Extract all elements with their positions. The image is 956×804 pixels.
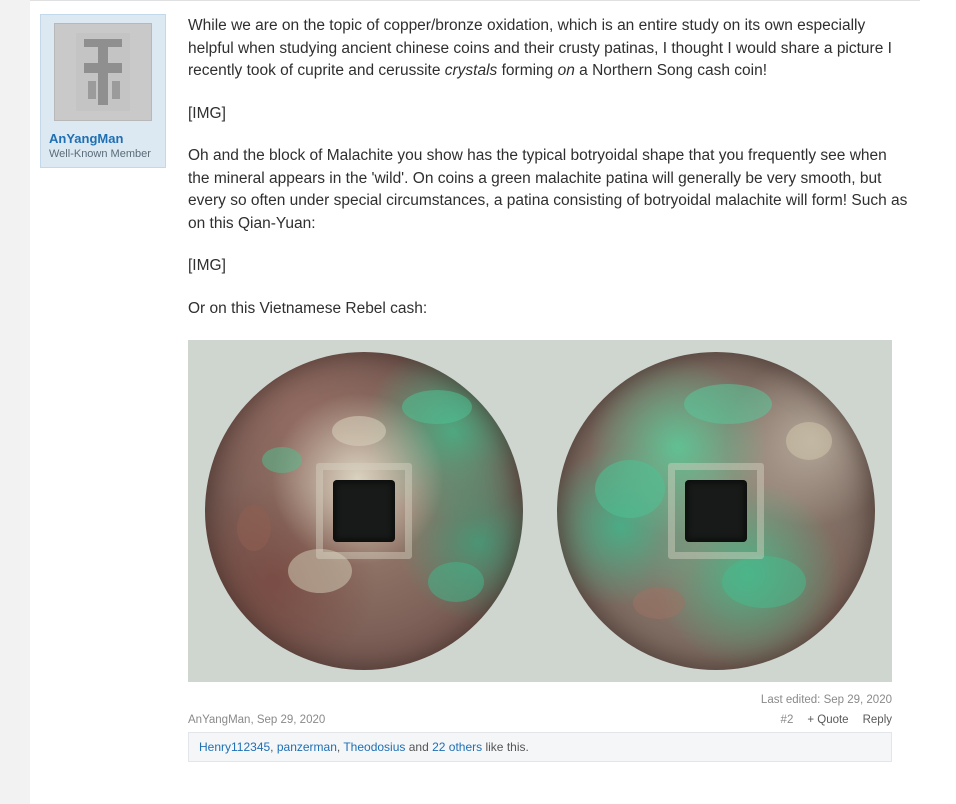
- reply-button[interactable]: Reply: [862, 714, 892, 726]
- post-paragraph-3: Or on this Vietnamese Rebel cash:: [188, 299, 428, 317]
- post-paragraph-1: [188, 15, 908, 83]
- coin-photo-reverse: [540, 340, 892, 682]
- coin-obverse: [205, 352, 523, 670]
- coin-reverse: [557, 352, 875, 670]
- post-container: [30, 1, 920, 762]
- like-suffix-text: like this.: [482, 740, 529, 754]
- coin-reverse-hole: [685, 480, 747, 542]
- image-placeholder-2: [IMG]: [188, 257, 226, 274]
- post-author-title: Well-Known Member: [49, 148, 151, 160]
- post-author-username[interactable]: AnYangMan: [49, 131, 124, 146]
- post-user-info: [40, 14, 166, 168]
- like-separator-1: ,: [270, 740, 277, 754]
- chinese-coin-rubbing-avatar-icon: [76, 33, 130, 111]
- post-message: [166, 1, 920, 762]
- post-number[interactable]: #2: [780, 714, 794, 726]
- page-left-gutter: [0, 0, 30, 804]
- paragraph-1-emphasis-on: on: [557, 62, 575, 79]
- paragraph-1-part-b: forming: [497, 62, 558, 79]
- post-byline: AnYangMan, Sep 29, 2020: [188, 714, 326, 726]
- post-paragraph-2: Oh and the block of Malachite you show has the typical botryoidal shape that you frequently see when the mineral appears in the 'wild'. On coins a green malachite patina will generally be very smooth, but every so often under special circumstances, a patina consisting of botryoidal malachite will form! Such as on this Qian-Yuan:: [188, 147, 908, 232]
- like-user-1[interactable]: Henry112345: [199, 740, 271, 754]
- image-placeholder-1: [IMG]: [188, 104, 226, 122]
- likes-bar: [188, 732, 892, 762]
- like-others-link[interactable]: 22 others: [432, 740, 483, 754]
- avatar[interactable]: [54, 23, 152, 121]
- like-user-2[interactable]: panzerman: [276, 740, 337, 754]
- like-user-3[interactable]: Theodosius: [343, 740, 406, 754]
- like-separator-2: ,: [336, 740, 344, 754]
- like-and-text: and: [405, 740, 433, 754]
- coin-photo[interactable]: [188, 340, 892, 682]
- paragraph-1-emphasis-crystals: crystals: [444, 62, 498, 79]
- coin-photo-obverse: [188, 340, 540, 682]
- last-edited-text: Last edited: Sep 29, 2020: [760, 694, 892, 706]
- paragraph-1-part-c: a Northern Song cash coin!: [574, 62, 767, 79]
- paragraph-1-part-a: While we are on the topic of copper/bronze oxidation, which is an entire study on its own especially helpful when studying ancient chinese coins and their crusty patinas, I thought I would share a picture I recently took of cuprite and cerussite: [188, 17, 892, 79]
- post-actions: [781, 714, 892, 726]
- quote-button[interactable]: + Quote: [807, 714, 849, 726]
- coin-obverse-hole: [333, 480, 395, 542]
- post-meta-row: [188, 710, 892, 732]
